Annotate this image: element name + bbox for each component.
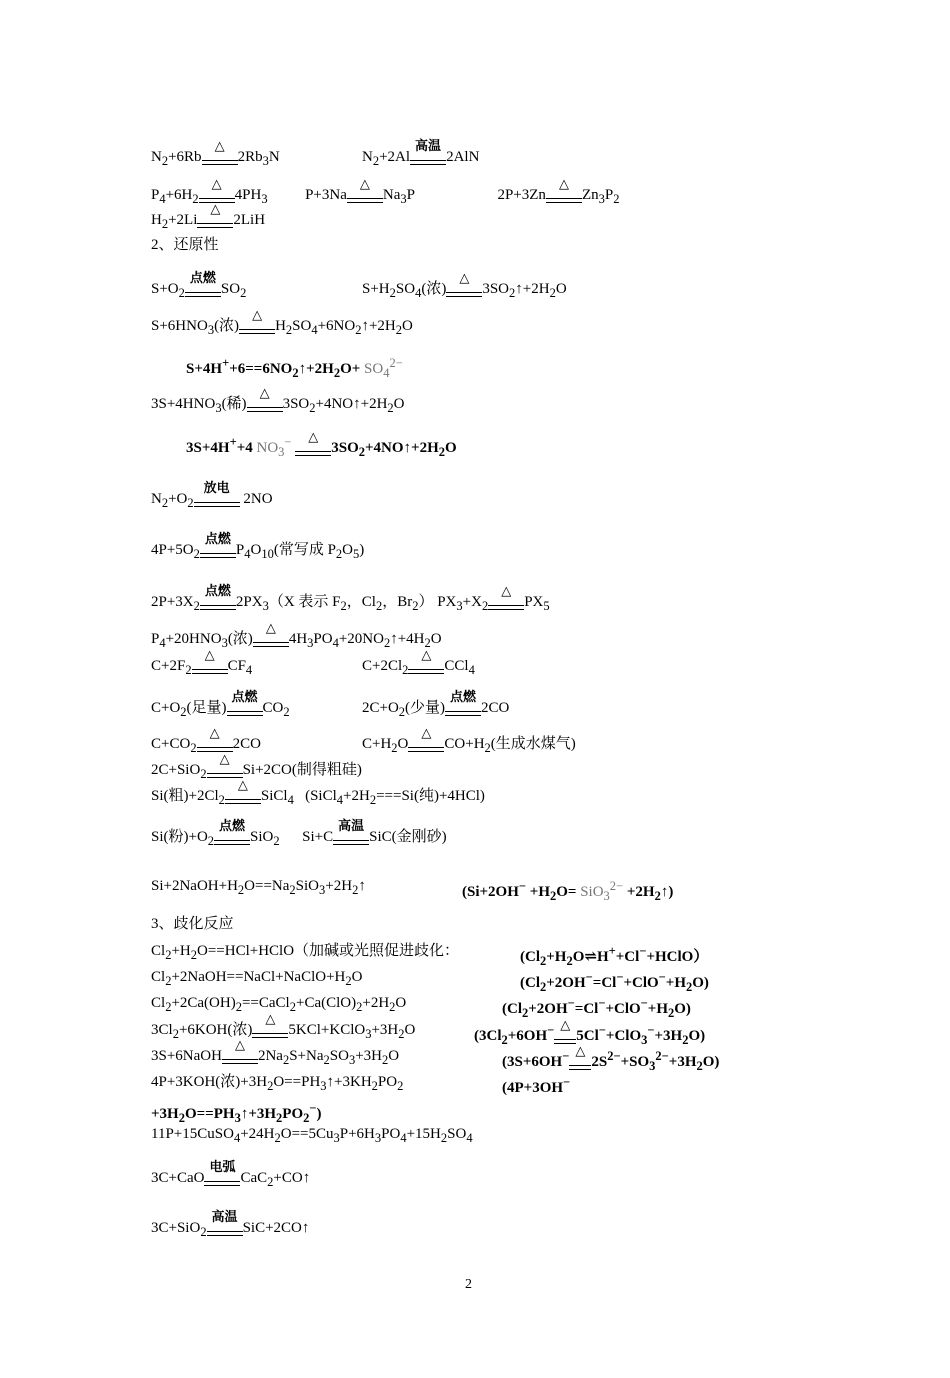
equation-line: $C+H_2O$ △ $CO+H_2$(生成水煤气)	[362, 726, 576, 755]
equation-line: $S+O_2$ 点燃 $SO_2$	[151, 271, 247, 300]
equation-line: $Cl_2+2NaOH==NaCl+NaClO+H_2O$	[151, 969, 363, 988]
equation-line: $N_2+6Rb$ △ $2Rb_3N$	[151, 139, 280, 168]
equation-line: $4P+5O_2$ 点燃 $P_4O_{10}$(常写成 $P_2O_5$)	[151, 532, 365, 561]
ionic-equation: $(Cl_2+2OH^-=Cl^-+ClO^-+H_2O)$	[520, 970, 709, 994]
section-heading: 2、还原性	[151, 237, 219, 253]
equation-line: $S+6HNO_3$(浓) △ $H_2SO_4+6NO_2↑+2H_2O$	[151, 308, 413, 337]
equation-line: $3S+4HNO_3$(稀) △ $3SO_2+4NO↑+2H_2O$	[151, 386, 405, 415]
equation-line: 3C+CaO 电弧 CaC$_2$+CO↑	[151, 1160, 311, 1189]
equation-line: $N_2+O_2$ 放电 2NO	[151, 481, 273, 510]
ionic-equation: ($3Cl_2+6OH^-$ △ $5Cl^-+ClO_3^-+3H_2O$)	[474, 1018, 706, 1047]
equation-line: $2C+O_2$(少量) 点燃 2CO	[362, 690, 510, 719]
equation-line: 2C+SiO$_2$ △ Si+2CO(制得粗硅)	[151, 752, 362, 781]
equation-line: $11P+15CuSO_4+24H_2O==5Cu_3P+6H_3PO_4+15H_2SO_4$	[151, 1126, 473, 1145]
ionic-equation: $S+4H^++6==6NO_2↑+2H_2O+ SO_4^{2-}$	[186, 356, 403, 380]
equation-line: $Cl_2+2Ca(OH)_2==CaCl_2+Ca(ClO)_2+2H_2O$	[151, 995, 407, 1014]
equation-line: $P_4+6H_2$ △ $4PH_3$ P+3Na △ $Na_3P$ 2P+3Zn △ $Zn_3P_2$	[151, 177, 620, 206]
equation-line: $N_2+2Al$ 高温 2AlN	[362, 139, 480, 168]
equation-line: $Si+2NaOH+H_2O==Na_2SiO_3+2H_2↑$	[151, 878, 366, 897]
equation-line: Si(粉)$+O_2$ 点燃 SiO$_2$ Si+C 高温 SiC(金刚砂)	[151, 819, 447, 848]
equation-line: $2P+3X_2$ 点燃 $2PX_3(X$ 表示 $F_2$，$Cl_2$，$Br_2$） $PX_3+X_2$ △ $PX_5$	[151, 584, 550, 613]
ionic-equation: $(Cl_2+H_2O\rightleftharpoons H^++Cl^-+HClO)$	[520, 944, 709, 968]
equation-line: 3S+6NaOH △ $2Na_2S+Na_2SO_3+3H_2O$	[151, 1038, 400, 1067]
equation-line: $C+O_2$(足量) 点燃 $CO_2$	[151, 690, 290, 719]
ionic-equation: $+3H_2O==PH_3↑+3H_2PO_2^-$)	[151, 1101, 322, 1125]
equation-line: $P_4+20HNO_3$(浓) △ $4H_3PO_4+20NO_2↑+4H_2O$	[151, 621, 442, 650]
equation-line: $C+2Cl_2$ △ CCl$_4$	[362, 648, 475, 677]
equation-line: $C+2F_2$ △ $CF_4$	[151, 648, 253, 677]
ionic-equation: 3S+4H++4 $NO_3^-$ △ $3SO_2+4NO↑+2H_2O$	[186, 430, 457, 459]
ionic-equation: ($Si+2OH^- +H_2O= SiO_3^{2-}$ $+2H_2↑$)	[462, 879, 674, 903]
section-heading: 3、歧化反应	[151, 916, 234, 932]
equation-line: 4P+3KOH(浓)$+3H_2O==PH_3↑+3KH_2PO_2$	[151, 1074, 404, 1093]
equation-line: $Cl_2+H_2O==HCl+HClO$（加碱或光照促进歧化：	[151, 943, 460, 962]
equation-line: 3C+SiO$_2$ 高温 SiC+2CO↑	[151, 1210, 310, 1239]
ionic-equation: $(Cl_2+2OH^-=Cl^-+ClO^-+H_2O)$	[502, 996, 691, 1020]
equation-line: $3Cl_2+6KOH$(浓) △ $5KCl+KClO_3+3H_2O$	[151, 1012, 416, 1041]
equation-line: $S+H_2SO_4$(浓) △ $3SO_2↑+2H_2O$	[362, 271, 567, 300]
equation-line: Si(粗)$+2Cl_2$ △ SiCl$_4$ ($SiCl_4+2H_2===Si$(纯)+4HCl)	[151, 778, 485, 807]
equation-line: $C+CO_2$ △ 2CO	[151, 726, 261, 755]
ionic-equation: (3S+6OH− △ $2S^{2-}+SO_3^{2-}+3H_2O$)	[502, 1044, 720, 1073]
page-number: 2	[465, 1277, 472, 1292]
equation-line: $H_2+2Li$ △ 2LiH	[151, 202, 266, 231]
ionic-equation: (4P+3OH−	[502, 1075, 571, 1096]
